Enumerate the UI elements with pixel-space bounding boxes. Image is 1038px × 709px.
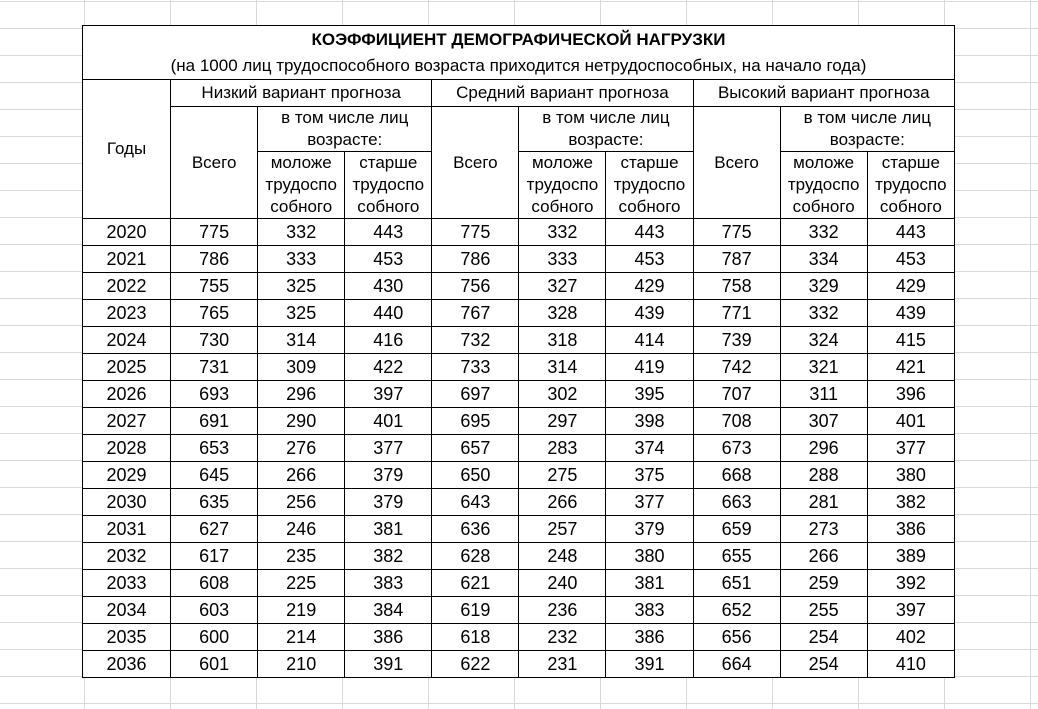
medium-older-cell[interactable]: 414 [606,327,693,354]
high-younger-cell[interactable]: 332 [780,219,867,246]
low-older-cell[interactable]: 440 [345,300,432,327]
high-younger-cell[interactable]: 254 [780,624,867,651]
medium-older-cell[interactable]: 377 [606,489,693,516]
medium-including-header[interactable]: в том числе лиц возрасте: [519,107,693,152]
high-older-cell[interactable]: 410 [867,651,954,678]
low-younger-cell[interactable]: 225 [258,570,345,597]
medium-older-cell[interactable]: 395 [606,381,693,408]
low-younger-cell[interactable]: 314 [258,327,345,354]
table-row [83,273,955,300]
table-row [83,300,955,327]
low-younger-cell[interactable]: 325 [258,273,345,300]
year-cell[interactable]: 2026 [83,381,171,408]
table-row [83,516,955,543]
high-total-cell[interactable]: 742 [693,354,780,381]
low-total-cell[interactable]: 635 [171,489,258,516]
medium-younger-cell[interactable]: 328 [519,300,606,327]
high-younger-cell[interactable]: 332 [780,300,867,327]
low-total-cell[interactable]: 691 [171,408,258,435]
low-older-cell[interactable]: 453 [345,246,432,273]
low-including-header[interactable]: в том числе лиц возрасте: [258,107,432,152]
low-older-cell[interactable]: 416 [345,327,432,354]
medium-total-cell[interactable]: 697 [432,381,519,408]
year-cell[interactable]: 2031 [83,516,171,543]
medium-total-cell[interactable]: 650 [432,462,519,489]
high-younger-cell[interactable]: 288 [780,462,867,489]
high-total-cell[interactable]: 656 [693,624,780,651]
low-younger-cell[interactable]: 276 [258,435,345,462]
high-older-cell[interactable]: 392 [867,570,954,597]
high-older-cell[interactable]: 389 [867,543,954,570]
year-cell[interactable]: 2030 [83,489,171,516]
medium-younger-header[interactable]: моложе трудоспо собного [519,152,606,219]
low-younger-cell[interactable]: 325 [258,300,345,327]
high-younger-cell[interactable]: 273 [780,516,867,543]
medium-total-cell[interactable]: 786 [432,246,519,273]
medium-older-cell[interactable]: 429 [606,273,693,300]
high-total-cell[interactable]: 668 [693,462,780,489]
years-header[interactable]: Годы [83,80,171,219]
medium-total-cell[interactable]: 619 [432,597,519,624]
high-younger-cell[interactable]: 254 [780,651,867,678]
medium-total-cell[interactable]: 622 [432,651,519,678]
low-older-cell[interactable]: 383 [345,570,432,597]
high-total-cell[interactable]: 673 [693,435,780,462]
medium-total-cell[interactable]: 621 [432,570,519,597]
high-total-cell[interactable]: 775 [693,219,780,246]
medium-total-cell[interactable]: 775 [432,219,519,246]
low-total-header[interactable]: Всего [171,107,258,219]
medium-older-cell[interactable]: 398 [606,408,693,435]
year-cell[interactable]: 2034 [83,597,171,624]
high-total-cell[interactable]: 758 [693,273,780,300]
high-older-cell[interactable]: 421 [867,354,954,381]
low-older-cell[interactable]: 384 [345,597,432,624]
year-cell[interactable]: 2035 [83,624,171,651]
high-younger-cell[interactable]: 281 [780,489,867,516]
table-row [83,543,955,570]
medium-younger-cell[interactable]: 283 [519,435,606,462]
high-older-cell[interactable]: 396 [867,381,954,408]
medium-total-cell[interactable]: 732 [432,327,519,354]
high-including-header[interactable]: в том числе лиц возрасте: [780,107,954,152]
medium-older-cell[interactable]: 375 [606,462,693,489]
high-older-cell[interactable]: 439 [867,300,954,327]
low-total-cell[interactable]: 786 [171,246,258,273]
low-younger-cell[interactable]: 309 [258,354,345,381]
high-total-cell[interactable]: 651 [693,570,780,597]
medium-younger-cell[interactable]: 275 [519,462,606,489]
table-row [83,462,955,489]
demographic-load-table [82,25,955,678]
medium-total-cell[interactable]: 767 [432,300,519,327]
low-total-cell[interactable]: 775 [171,219,258,246]
low-younger-cell[interactable]: 214 [258,624,345,651]
low-older-cell[interactable]: 379 [345,489,432,516]
high-total-cell[interactable]: 708 [693,408,780,435]
medium-total-cell[interactable]: 636 [432,516,519,543]
high-older-cell[interactable]: 377 [867,435,954,462]
high-younger-header[interactable]: моложе трудоспо собного [780,152,867,219]
high-total-cell[interactable]: 739 [693,327,780,354]
medium-older-cell[interactable]: 443 [606,219,693,246]
high-older-cell[interactable]: 401 [867,408,954,435]
medium-younger-cell[interactable]: 318 [519,327,606,354]
high-younger-cell[interactable]: 307 [780,408,867,435]
high-younger-cell[interactable]: 321 [780,354,867,381]
medium-younger-cell[interactable]: 332 [519,219,606,246]
high-total-cell[interactable]: 771 [693,300,780,327]
table-header [83,26,955,219]
table-body [83,219,955,678]
medium-variant-header[interactable]: Средний вариант прогноза [432,80,693,107]
high-total-cell[interactable]: 787 [693,246,780,273]
low-older-cell[interactable]: 379 [345,462,432,489]
table-row [83,624,955,651]
medium-older-cell[interactable]: 379 [606,516,693,543]
high-total-cell[interactable]: 707 [693,381,780,408]
low-younger-cell[interactable]: 290 [258,408,345,435]
high-older-cell[interactable]: 380 [867,462,954,489]
low-younger-header[interactable]: моложе трудоспо собного [258,152,345,219]
low-older-cell[interactable]: 382 [345,543,432,570]
low-total-cell[interactable]: 693 [171,381,258,408]
year-cell[interactable]: 2028 [83,435,171,462]
low-older-cell[interactable]: 391 [345,651,432,678]
medium-younger-cell[interactable]: 248 [519,543,606,570]
high-younger-cell[interactable]: 324 [780,327,867,354]
low-total-cell[interactable]: 601 [171,651,258,678]
low-variant-header[interactable]: Низкий вариант прогноза [171,80,432,107]
low-older-cell[interactable]: 381 [345,516,432,543]
low-younger-cell[interactable]: 266 [258,462,345,489]
medium-total-cell[interactable]: 643 [432,489,519,516]
medium-total-cell[interactable]: 733 [432,354,519,381]
medium-younger-cell[interactable]: 266 [519,489,606,516]
medium-younger-cell[interactable]: 297 [519,408,606,435]
high-older-cell[interactable]: 453 [867,246,954,273]
table-row [83,570,955,597]
medium-older-cell[interactable]: 383 [606,597,693,624]
table-title[interactable]: КОЭФФИЦИЕНТ ДЕМОГРАФИЧЕСКОЙ НАГРУЗКИ [83,26,955,54]
medium-older-cell[interactable]: 386 [606,624,693,651]
low-older-cell[interactable]: 401 [345,408,432,435]
table-row [83,435,955,462]
medium-younger-cell[interactable]: 257 [519,516,606,543]
table-row [83,381,955,408]
low-total-cell[interactable]: 653 [171,435,258,462]
high-younger-cell[interactable]: 296 [780,435,867,462]
medium-older-cell[interactable]: 419 [606,354,693,381]
low-total-cell[interactable]: 603 [171,597,258,624]
low-total-cell[interactable]: 600 [171,624,258,651]
medium-older-cell[interactable]: 391 [606,651,693,678]
table-row [83,597,955,624]
high-total-header[interactable]: Всего [693,107,780,219]
table-row [83,489,955,516]
medium-younger-cell[interactable]: 327 [519,273,606,300]
year-cell[interactable]: 2023 [83,300,171,327]
medium-total-cell[interactable]: 618 [432,624,519,651]
low-younger-cell[interactable]: 210 [258,651,345,678]
low-older-header[interactable]: старше трудоспо собного [345,152,432,219]
low-total-cell[interactable]: 731 [171,354,258,381]
medium-total-cell[interactable]: 628 [432,543,519,570]
low-younger-cell[interactable]: 246 [258,516,345,543]
table-row [83,246,955,273]
table-row [83,219,955,246]
low-total-cell[interactable]: 627 [171,516,258,543]
table-row [83,327,955,354]
low-older-cell[interactable]: 386 [345,624,432,651]
low-older-cell[interactable]: 443 [345,219,432,246]
medium-total-cell[interactable]: 756 [432,273,519,300]
medium-younger-cell[interactable]: 314 [519,354,606,381]
low-older-cell[interactable]: 377 [345,435,432,462]
high-older-cell[interactable]: 429 [867,273,954,300]
medium-younger-cell[interactable]: 333 [519,246,606,273]
low-older-cell[interactable]: 430 [345,273,432,300]
high-older-cell[interactable]: 386 [867,516,954,543]
high-older-cell[interactable]: 415 [867,327,954,354]
low-older-cell[interactable]: 422 [345,354,432,381]
high-younger-cell[interactable]: 334 [780,246,867,273]
year-cell[interactable]: 2025 [83,354,171,381]
medium-older-cell[interactable]: 439 [606,300,693,327]
medium-younger-cell[interactable]: 231 [519,651,606,678]
year-cell[interactable]: 2029 [83,462,171,489]
table-row [83,651,955,678]
high-total-cell[interactable]: 664 [693,651,780,678]
high-younger-cell[interactable]: 259 [780,570,867,597]
high-older-cell[interactable]: 402 [867,624,954,651]
table-subtitle[interactable]: (на 1000 лиц трудоспособного возраста приходится нетрудоспособных, на начало года) [83,53,955,80]
high-variant-header[interactable]: Высокий вариант прогноза [693,80,954,107]
high-older-cell[interactable]: 382 [867,489,954,516]
low-total-cell[interactable]: 645 [171,462,258,489]
low-younger-cell[interactable]: 332 [258,219,345,246]
table-row [83,408,955,435]
medium-younger-cell[interactable]: 302 [519,381,606,408]
medium-older-cell[interactable]: 374 [606,435,693,462]
high-older-cell[interactable]: 443 [867,219,954,246]
year-cell[interactable]: 2020 [83,219,171,246]
high-younger-cell[interactable]: 266 [780,543,867,570]
high-younger-cell[interactable]: 255 [780,597,867,624]
year-cell[interactable]: 2033 [83,570,171,597]
high-total-cell[interactable]: 652 [693,597,780,624]
low-total-cell[interactable]: 765 [171,300,258,327]
table-row [83,354,955,381]
low-total-cell[interactable]: 755 [171,273,258,300]
low-total-cell[interactable]: 730 [171,327,258,354]
high-younger-cell[interactable]: 311 [780,381,867,408]
medium-older-header[interactable]: старше трудоспо собного [606,152,693,219]
medium-younger-cell[interactable]: 240 [519,570,606,597]
high-total-cell[interactable]: 655 [693,543,780,570]
year-cell[interactable]: 2021 [83,246,171,273]
low-younger-cell[interactable]: 256 [258,489,345,516]
low-total-cell[interactable]: 608 [171,570,258,597]
low-total-cell[interactable]: 617 [171,543,258,570]
low-younger-cell[interactable]: 219 [258,597,345,624]
year-cell[interactable]: 2024 [83,327,171,354]
year-cell[interactable]: 2032 [83,543,171,570]
year-cell[interactable]: 2022 [83,273,171,300]
high-total-cell[interactable]: 663 [693,489,780,516]
low-younger-cell[interactable]: 296 [258,381,345,408]
low-younger-cell[interactable]: 333 [258,246,345,273]
high-younger-cell[interactable]: 329 [780,273,867,300]
low-older-cell[interactable]: 397 [345,381,432,408]
high-older-header[interactable]: старше трудоспо собного [867,152,954,219]
medium-younger-cell[interactable]: 232 [519,624,606,651]
medium-total-header[interactable]: Всего [432,107,519,219]
medium-older-cell[interactable]: 380 [606,543,693,570]
medium-older-cell[interactable]: 453 [606,246,693,273]
medium-total-cell[interactable]: 695 [432,408,519,435]
high-older-cell[interactable]: 397 [867,597,954,624]
year-cell[interactable]: 2027 [83,408,171,435]
low-younger-cell[interactable]: 235 [258,543,345,570]
medium-younger-cell[interactable]: 236 [519,597,606,624]
high-total-cell[interactable]: 659 [693,516,780,543]
demographic-load-table-container [82,25,955,678]
year-cell[interactable]: 2036 [83,651,171,678]
medium-older-cell[interactable]: 381 [606,570,693,597]
medium-total-cell[interactable]: 657 [432,435,519,462]
